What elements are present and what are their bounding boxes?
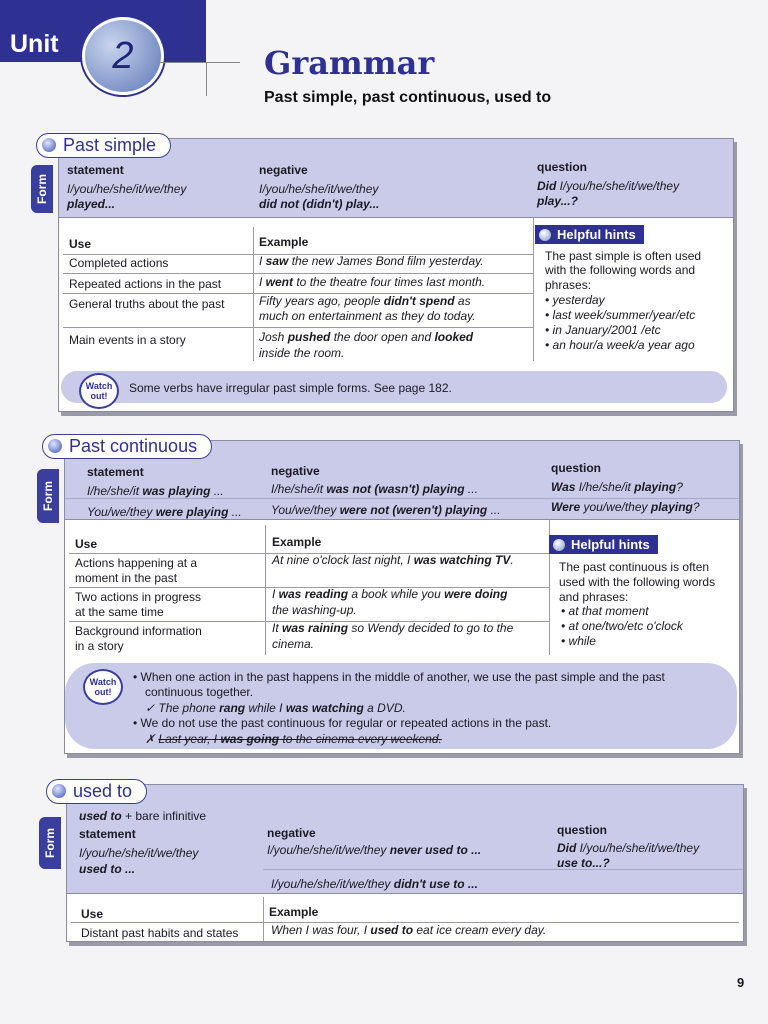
past-simple-heading: Past simple xyxy=(36,133,171,158)
bullet-icon xyxy=(539,229,551,241)
watch-out-text: ✗ Last year, I was going to the cinema every weekend. xyxy=(145,732,442,746)
bullet-icon xyxy=(42,138,56,152)
column-divider xyxy=(263,897,264,941)
hint-item: • at that moment xyxy=(561,604,649,618)
use-cell: at the same time xyxy=(75,605,164,619)
page-title: Grammar xyxy=(264,44,435,82)
hint-text: The past simple is often used xyxy=(545,249,702,263)
question-line: Did I/you/he/she/it/we/they xyxy=(537,179,680,193)
example-cell: the washing-up. xyxy=(272,603,357,617)
hint-text: The past continuous is often xyxy=(559,560,710,574)
use-cell: Repeated actions in the past xyxy=(69,277,222,291)
page-subtitle: Past simple, past continuous, used to xyxy=(264,89,552,106)
hint-text: phrases: xyxy=(545,278,592,292)
hint-text: used with the following words xyxy=(559,575,716,589)
question-line: Did I/you/he/she/it/we/they xyxy=(557,841,700,855)
used-to-heading: used to xyxy=(46,779,147,804)
hint-item: • an hour/a week/a year ago xyxy=(545,338,695,352)
unit-number-badge: 2 xyxy=(82,17,164,95)
form-tab: Form xyxy=(31,165,53,213)
hint-text: and phrases: xyxy=(559,590,629,604)
use-cell: in a story xyxy=(75,639,124,653)
example-cell: I saw the new James Bond film yesterday. xyxy=(259,254,484,268)
past-continuous-heading: Past continuous xyxy=(42,434,212,459)
example-cell: cinema. xyxy=(272,637,315,651)
negative-header: negative xyxy=(259,163,308,177)
example-cell: much on entertainment as they do today. xyxy=(259,309,476,323)
negative-line: I/he/she/it was not (wasn't) playing ... xyxy=(271,482,478,496)
column-divider xyxy=(253,227,254,361)
question-line: play...? xyxy=(537,194,578,208)
question-line: Were you/we/they playing? xyxy=(551,500,700,514)
divider xyxy=(206,62,207,96)
watch-out-text: • When one action in the past happens in the middle of another, we use the past simple and the past xyxy=(133,670,665,684)
negative-line: I/you/he/she/it/we/they didn't use to ... xyxy=(271,877,478,891)
statement-line: You/we/they were playing ... xyxy=(87,505,242,519)
hint-item: • yesterday xyxy=(545,293,605,307)
helpful-hints-header: Helpful hints xyxy=(535,225,644,244)
bullet-icon xyxy=(52,784,66,798)
use-header: Use xyxy=(75,537,98,551)
used-to-card xyxy=(43,784,744,942)
example-header: Example xyxy=(269,905,319,919)
watch-out-text: Some verbs have irregular past simple forms. See page 182. xyxy=(129,381,452,395)
use-cell: General truths about the past xyxy=(69,297,225,311)
example-cell: I was reading a book while you were doing xyxy=(272,587,508,601)
example-header: Example xyxy=(272,535,322,549)
hint-text: with the following words and xyxy=(545,263,696,277)
use-cell: moment in the past xyxy=(75,571,178,585)
example-cell: Josh pushed the door open and looked xyxy=(259,330,474,344)
hint-item: • while xyxy=(561,634,596,648)
page-number: 9 xyxy=(737,975,745,990)
statement-header: statement xyxy=(67,163,124,177)
negative-line: You/we/they were not (weren't) playing ... xyxy=(271,503,501,517)
statement-line: I/you/he/she/it/we/they xyxy=(79,846,199,860)
example-cell: When I was four, I used to eat ice cream every day. xyxy=(271,923,547,937)
watch-out-text: ✓ The phone rang while I was watching a DVD. xyxy=(145,701,406,715)
watch-out-text: • We do not use the past continuous for regular or repeated actions in the past. xyxy=(133,716,552,730)
negative-header: negative xyxy=(271,464,320,478)
question-header: question xyxy=(537,160,587,174)
form-tab: Form xyxy=(37,469,59,523)
use-cell: Two actions in progress xyxy=(75,590,202,604)
past-continuous-card xyxy=(41,440,740,754)
statement-line: I/he/she/it was playing ... xyxy=(87,484,224,498)
example-cell: Fifty years ago, people didn't spend as xyxy=(259,294,471,308)
negative-line: did not (didn't) play... xyxy=(259,197,380,211)
hint-item: • last week/summer/year/etc xyxy=(545,308,696,322)
question-line: Was I/he/she/it playing? xyxy=(551,480,683,494)
negative-line: I/you/he/she/it/we/they xyxy=(259,182,379,196)
watch-out-badge: Watch out! xyxy=(83,669,123,705)
bullet-icon xyxy=(553,539,565,551)
negative-line: I/you/he/she/it/we/they never used to ... xyxy=(267,843,482,857)
statement-header: statement xyxy=(87,465,144,479)
past-simple-card xyxy=(35,138,734,412)
column-divider xyxy=(265,525,266,655)
hint-item: • at one/two/etc o'clock xyxy=(561,619,683,633)
row-divider xyxy=(263,869,743,870)
use-cell: Main events in a story xyxy=(69,333,186,347)
watch-out-text: continuous together. xyxy=(145,685,254,699)
example-cell: inside the room. xyxy=(259,346,345,360)
unit-label: Unit xyxy=(10,30,59,58)
watch-out-badge: Watch out! xyxy=(79,373,119,409)
use-cell: Completed actions xyxy=(69,256,169,270)
use-cell: Distant past habits and states xyxy=(81,926,239,940)
used-to-intro: used to + bare infinitive xyxy=(79,809,207,823)
statement-line: played... xyxy=(67,197,116,211)
hint-item: • in January/2001 /etc xyxy=(545,323,661,337)
question-header: question xyxy=(557,823,607,837)
statement-header: statement xyxy=(79,827,136,841)
example-cell: It was raining so Wendy decided to go to the xyxy=(272,621,514,635)
helpful-hints-header: Helpful hints xyxy=(549,535,658,554)
divider xyxy=(160,62,240,63)
use-header: Use xyxy=(81,907,104,921)
question-header: question xyxy=(551,461,601,475)
use-cell: Background information xyxy=(75,624,202,638)
negative-header: negative xyxy=(267,826,316,840)
form-tab: Form xyxy=(39,817,61,869)
use-cell: Actions happening at a xyxy=(75,556,198,570)
statement-line: used to ... xyxy=(79,862,136,876)
example-header: Example xyxy=(259,235,309,249)
example-cell: At nine o'clock last night, I was watching TV. xyxy=(272,553,514,567)
statement-line: I/you/he/she/it/we/they xyxy=(67,182,187,196)
bullet-icon xyxy=(48,439,62,453)
row-divider xyxy=(65,498,739,499)
question-line: use to...? xyxy=(557,856,610,870)
use-header: Use xyxy=(69,237,92,251)
example-cell: I went to the theatre four times last month. xyxy=(259,275,486,289)
column-divider xyxy=(533,217,534,361)
row-divider xyxy=(63,273,533,274)
row-divider xyxy=(63,327,533,328)
